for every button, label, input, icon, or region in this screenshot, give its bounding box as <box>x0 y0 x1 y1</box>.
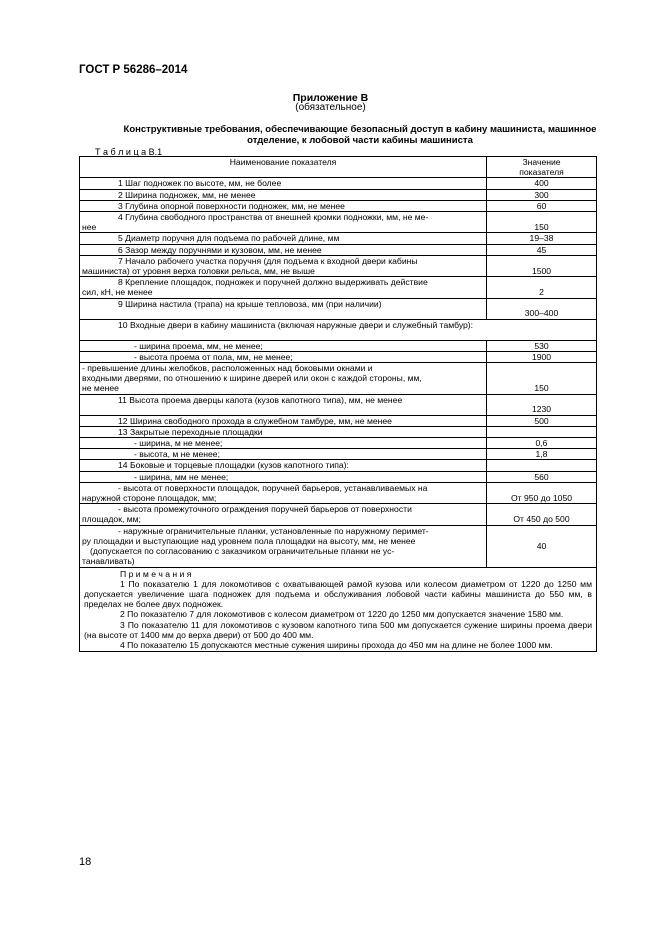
page-number: 18 <box>79 856 92 868</box>
row-value: 2 <box>487 277 597 298</box>
heading-line-1: Конструктивные требования, обеспечивающие безопасный доступ в кабину машиниста, машинное <box>123 124 597 135</box>
row-name-line: (допускается по согласованию с заказчиком ограничительные планки не ус- <box>90 546 395 557</box>
table-row <box>80 212 597 233</box>
table-row <box>80 178 597 189</box>
row-value: 45 <box>487 244 597 255</box>
notes-cell <box>80 567 597 652</box>
row-value: 300 <box>487 189 597 200</box>
note-item: 2 По показателю 7 для локомотивов с колесом диаметром от 1220 до 1250 мм допускается значение 1580 мм. <box>120 609 564 620</box>
row-value: 1500 <box>487 255 597 276</box>
row-section-heading: 10 Входные двери в кабину машиниста (включая наружные двери и служебный тамбур): <box>80 319 597 340</box>
notes-row <box>80 567 597 652</box>
row-name: 6 Зазор между поручнями и кузовом, мм, не менее <box>80 244 487 255</box>
table-row <box>80 277 597 298</box>
table-row <box>80 504 597 525</box>
header-value <box>487 157 597 178</box>
row-value: 19–38 <box>487 233 597 244</box>
heading-line-2: отделение, к лобовой части кабины машиниста <box>247 135 473 146</box>
table-row <box>80 200 597 211</box>
row-name-line: танавливать) <box>82 556 135 567</box>
table-row <box>80 340 597 351</box>
row-name-line: - высота промежуточного ограждения поручней барьеров от поверхности <box>118 504 412 515</box>
row-name-line: не менее <box>82 383 119 394</box>
row-value: 530 <box>487 340 597 351</box>
row-name: 13 Закрытые переходные площадки <box>80 426 487 437</box>
row-value: 300–400 <box>487 298 597 319</box>
row-name <box>80 363 487 395</box>
row-name <box>80 525 487 567</box>
row-name: 14 Боковые и торцевые площадки (кузов капотного типа): <box>80 460 487 471</box>
table-row <box>80 426 597 437</box>
row-name: - высота проема от пола, мм, не менее; <box>80 351 487 362</box>
appendix-subtitle: (обязательное) <box>295 102 366 113</box>
row-name-line: 7 Начало рабочего участка поручня (для подъема к входной двери кабины <box>118 255 418 266</box>
row-value: 560 <box>487 471 597 482</box>
row-name: - ширина проема, мм, не менее; <box>80 340 487 351</box>
row-value: 150 <box>487 212 597 233</box>
row-name <box>80 212 487 233</box>
row-value: 400 <box>487 178 597 189</box>
appendix-title: Приложение В <box>292 92 369 104</box>
table-caption: Т а б л и ц а В.1 <box>95 147 163 157</box>
row-name <box>80 504 487 525</box>
table-row <box>80 363 597 395</box>
row-value: 0,6 <box>487 438 597 449</box>
row-value: 1230 <box>487 394 597 415</box>
requirements-table <box>79 156 597 652</box>
row-name: 11 Высота проема дверцы капота (кузов капотного типа), мм, не менее <box>80 394 487 415</box>
row-name: 1 Шаг подножек по высоте, мм, не более <box>80 178 487 189</box>
table-row <box>80 189 597 200</box>
row-value: 500 <box>487 415 597 426</box>
table-row <box>80 415 597 426</box>
row-name-line: входными дверями, по отношению к ширине дверей или окон с каждой стороны, мм, <box>82 373 422 384</box>
note-item: 4 По показателю 15 допускаются местные сужения ширины прохода до 450 мм на длине не более 1000 мм. <box>120 639 553 650</box>
row-value: От 950 до 1050 <box>487 482 597 503</box>
table-row <box>80 482 597 503</box>
row-name-line: 8 Крепление площадок, подножек и поручней должно выдерживать действие <box>118 277 428 288</box>
row-value: 150 <box>487 363 597 395</box>
row-value: От 450 до 500 <box>487 504 597 525</box>
note-item: 3 По показателю 11 для локомотивов с кузовом капотного типа 500 мм допускается сужение ширины проема двери (на высоте от 1400 мм до верха двери) от 500 до 400 мм. <box>84 619 592 640</box>
row-name-line: сил, кН, не менее <box>82 287 153 298</box>
table-row <box>80 525 597 567</box>
row-value: 60 <box>487 200 597 211</box>
row-value <box>487 426 597 437</box>
row-name-line: - наружные ограничительные планки, установленные по наружному перимет- <box>118 525 429 536</box>
section-heading <box>95 124 625 146</box>
header-value-line-2: показателя <box>519 167 564 178</box>
row-name-line: машиниста) от уровня верха головки рельса, мм, не выше <box>82 266 315 277</box>
row-name: - ширина, м не менее; <box>80 438 487 449</box>
row-name <box>80 255 487 276</box>
row-name-line: - превышение длины желобков, расположенных над боковыми окнами и <box>82 363 373 374</box>
header-value-line-1: Значение <box>522 157 561 167</box>
table-row <box>80 449 597 460</box>
table-row <box>80 394 597 415</box>
row-name: - высота, м не менее; <box>80 449 487 460</box>
row-value <box>487 460 597 471</box>
table-row <box>80 319 597 340</box>
table-row <box>80 233 597 244</box>
table-header-row <box>80 157 597 178</box>
row-name: 5 Диаметр поручня для подъема по рабочей длине, мм <box>80 233 487 244</box>
row-name-line: 4 Глубина свободного пространства от внешней кромки подножки, мм, не ме- <box>118 212 429 223</box>
table-row <box>80 460 597 471</box>
table-row <box>80 351 597 362</box>
row-name: 3 Глубина опорной поверхности подножек, мм, не менее <box>80 200 487 211</box>
row-name: 12 Ширина свободного прохода в служебном тамбуре, мм, не менее <box>80 415 487 426</box>
row-name-line: наружной стороне площадок, мм; <box>82 493 217 504</box>
table-row <box>80 255 597 276</box>
table-row <box>80 438 597 449</box>
notes-title: П р и м е ч а н и я <box>120 568 192 579</box>
row-name <box>80 277 487 298</box>
standard-code: ГОСТ Р 56286–2014 <box>79 64 188 76</box>
row-name: 2 Ширина подножек, мм, не менее <box>80 189 487 200</box>
row-name-line: нее <box>82 222 97 233</box>
row-name-line: ру площадки и выступающие над уровнем пола площадки на высоту, мм, не менее <box>82 535 416 546</box>
row-name-line: - высота от поверхности площадок, поручней барьеров, устанавливаемых на <box>118 482 428 493</box>
note-item: 1 По показателю 1 для локомотивов с охватывающей рамой кузова или колесом диаметром от 1220 до 1250 мм допускается увеличение шага подножек для подъема и обслуживания лобовой части кабины машиниста до 550 мм, в пределах не более двух подножек. <box>84 578 592 610</box>
row-name: 9 Ширина настила (трапа) на крыше тепловоза, мм (при наличии) <box>80 298 487 319</box>
row-name <box>80 482 487 503</box>
row-value: 1,8 <box>487 449 597 460</box>
row-value: 1900 <box>487 351 597 362</box>
row-name-line: площадок, мм; <box>82 514 141 525</box>
row-name: - ширина, мм не менее; <box>80 471 487 482</box>
row-value: 40 <box>487 525 597 567</box>
table-row <box>80 244 597 255</box>
table-row <box>80 471 597 482</box>
header-name: Наименование показателя <box>80 157 487 178</box>
table-row <box>80 298 597 319</box>
